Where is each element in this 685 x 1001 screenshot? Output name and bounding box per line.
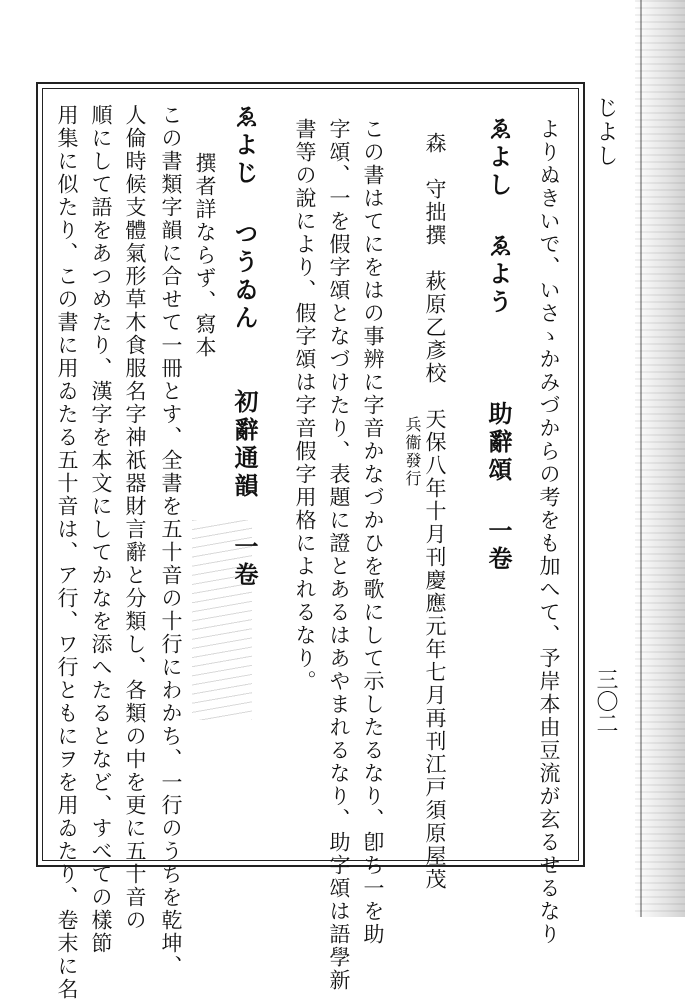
scan-page-edge	[635, 0, 685, 917]
entry-publisher-line: 兵衞發行	[403, 416, 422, 488]
entry-heading-shojitsuin: ゑよじ つうゐん 初辭通韻 一卷	[230, 104, 259, 590]
text-column-6: 字頌、一を假字頌となづけたり、表題に證とあるはあやまれるなり、助字頌は語學新	[327, 118, 351, 992]
entry-author-unknown: 撰者詳ならず、寫本	[193, 152, 217, 359]
faint-stamp-mark	[192, 520, 252, 720]
entry-author-line: 森 守拙撰 萩原乙彥校 天保八年十月刊慶應元年七月再刊江戸須原屋茂	[423, 132, 447, 891]
section-running-head: じよし	[593, 96, 618, 168]
text-column-1: よりぬきいで、いさゝかみづからの考をも加へて、予岸本由豆流が玄るせるなり	[537, 118, 561, 946]
page-number: 三〇二	[593, 668, 618, 734]
text-column-5: この書はてにをはの事辨に字音かなづかひを歌にして示したるなり、卽ち一を助	[361, 118, 385, 946]
text-column-13: 用集に似たり、この書に用ゐたる五十音は、ア行、ワ行ともにヲを用ゐたり、卷末に名	[55, 104, 79, 1001]
text-column-7: 書等の說により、假字頌は字音假字用格によれるなり。	[293, 118, 317, 693]
text-column-10: この書類字韻に合せて一冊とす、全書を五十音の十行にわかち、一行のうちを乾坤、	[159, 104, 183, 978]
text-column-12: 順にして語をあつめたり、漢字を本文にしてかなを添へたるとなど、すべての樣節	[89, 104, 113, 955]
entry-heading-jojishou: ゑよし ゑよう 助辭頌 一卷	[484, 116, 513, 574]
text-column-11: 人倫時候支體氣形草木食服名字神祇器財言辭と分類し、各類の中を更に五十音の	[123, 104, 147, 932]
